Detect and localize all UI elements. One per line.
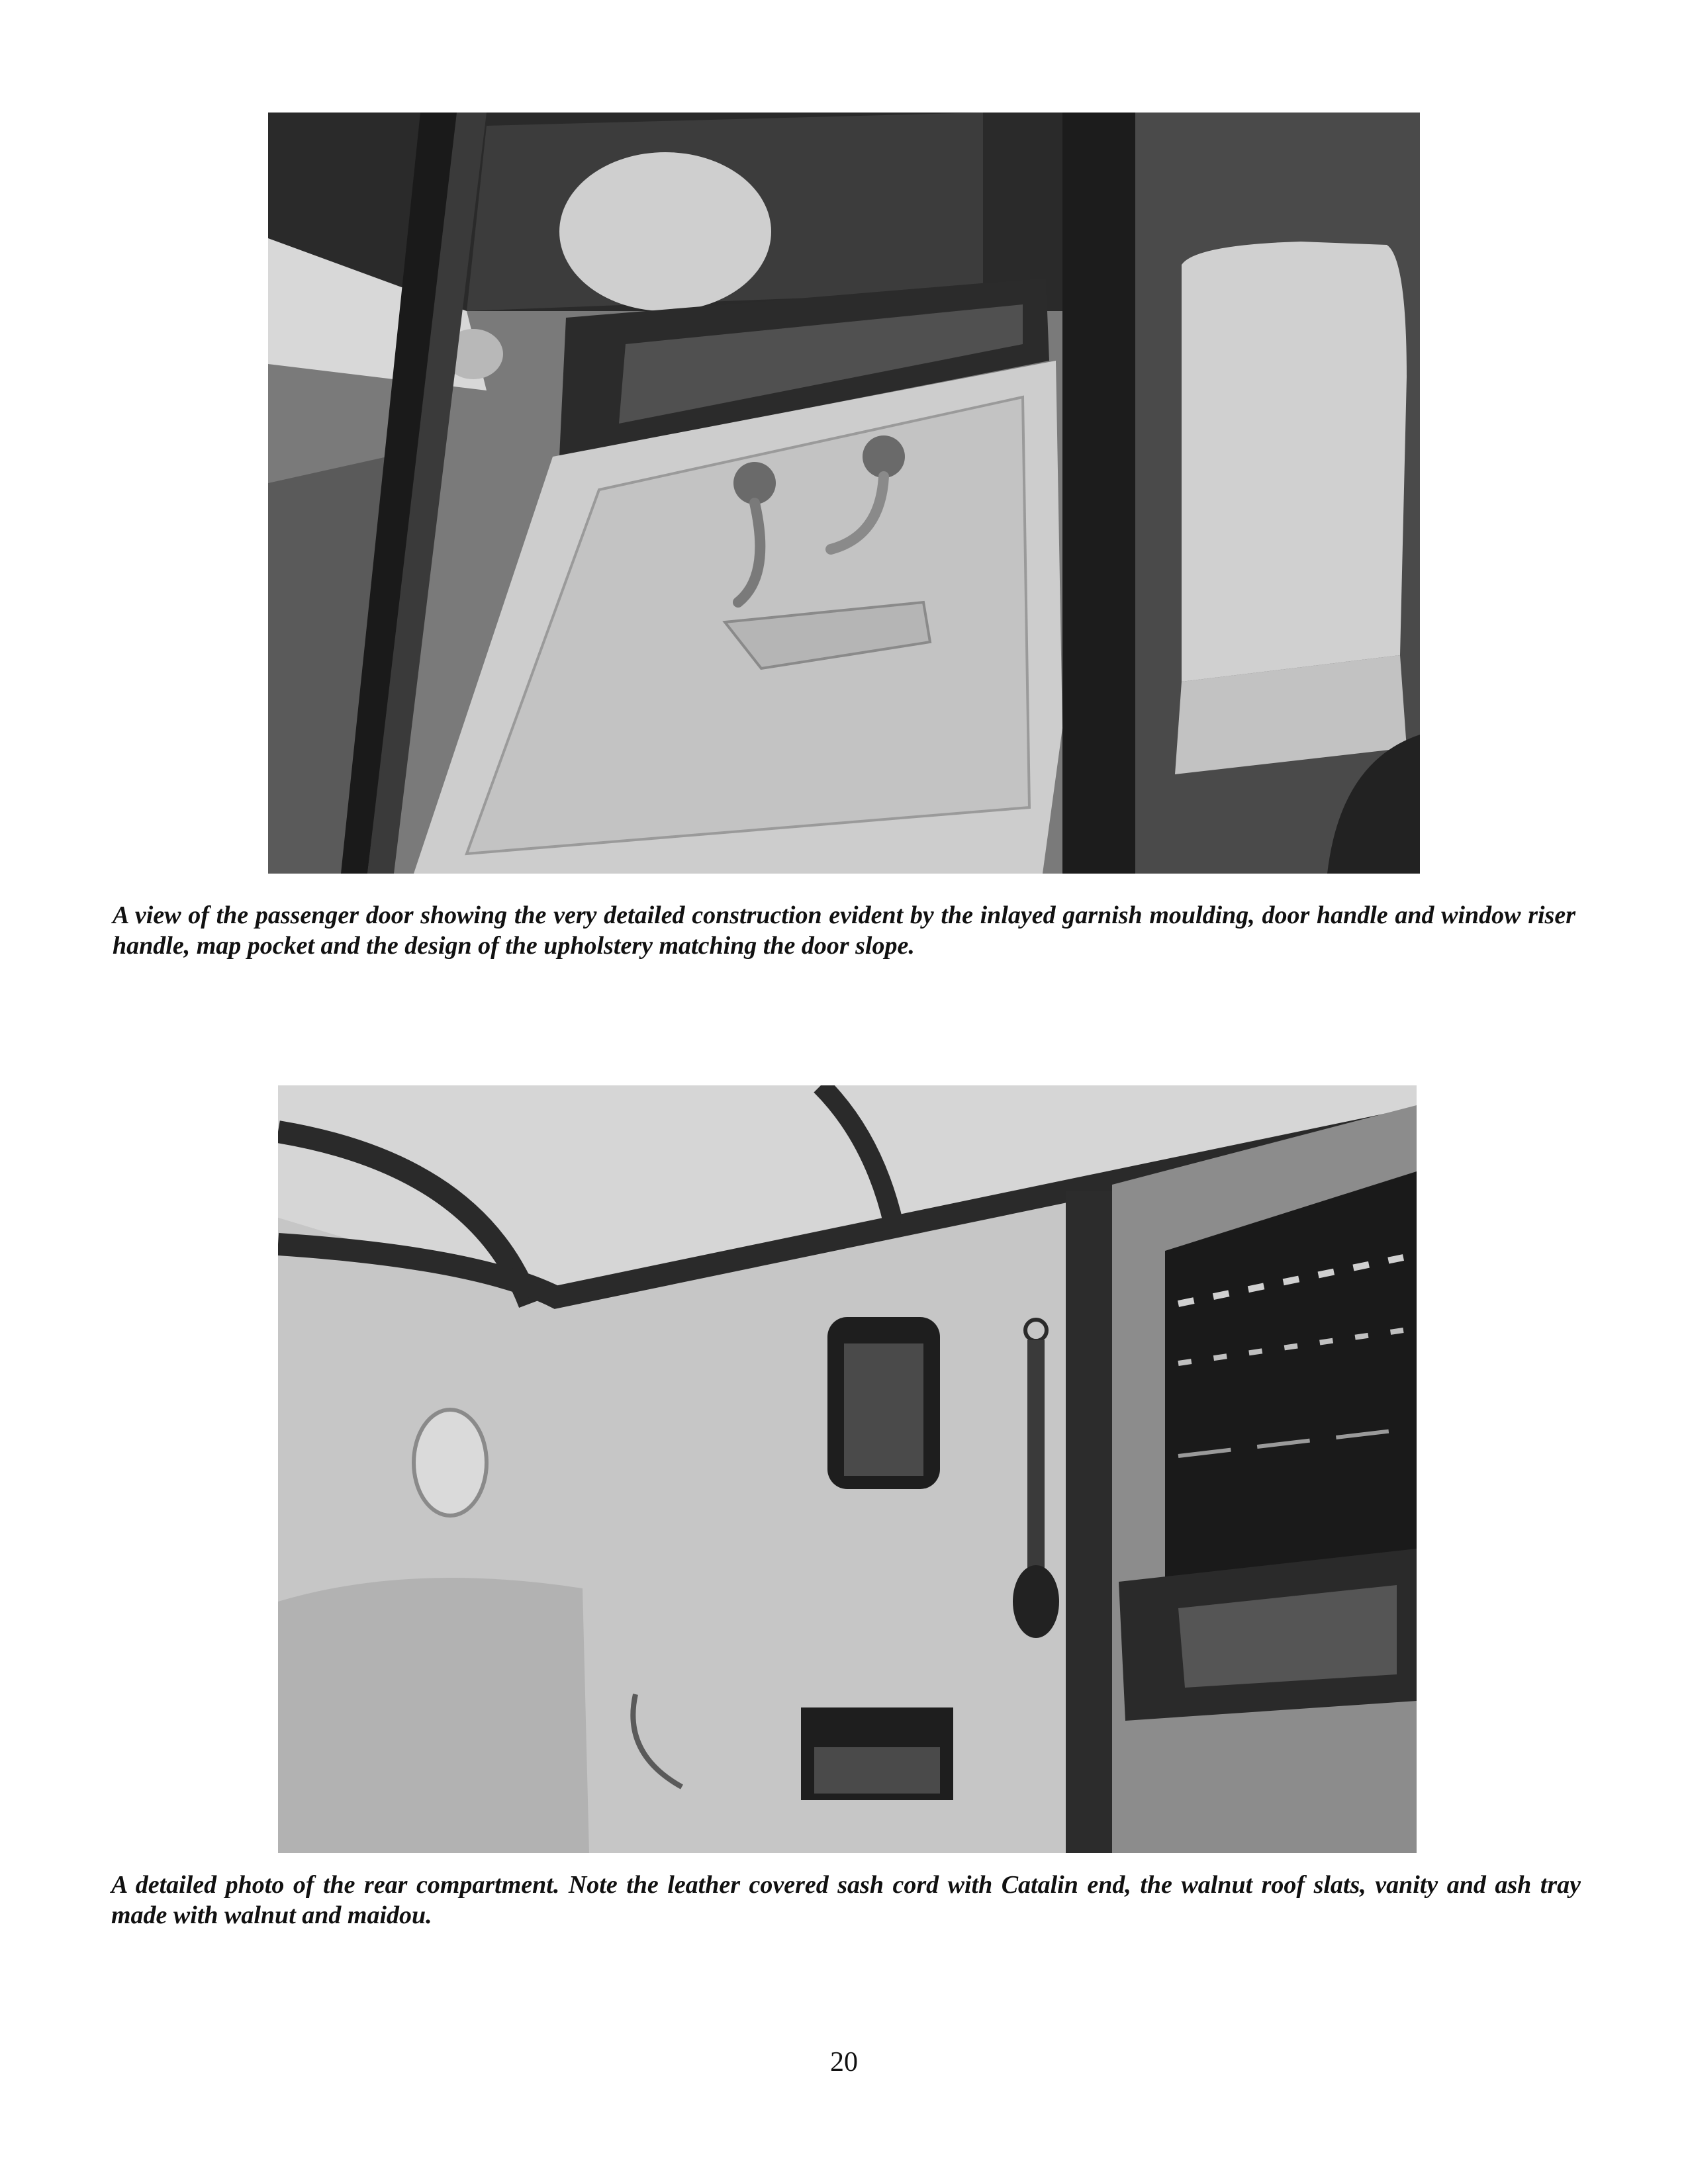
photo-caption: A detailed photo of the rear compartment. Note the leather covered sash cord with Catalin end, the walnut roof slats, vanity and ash tray made with walnut and maidou. bbox=[111, 1871, 1581, 1929]
passenger-door-image bbox=[268, 113, 1420, 874]
rear-compartment-image bbox=[278, 1085, 1417, 1853]
passenger-door-photo bbox=[268, 113, 1420, 874]
rear-compartment-photo bbox=[278, 1085, 1417, 1853]
page-number: 20 bbox=[830, 2047, 858, 2077]
photo-caption: A view of the passenger door showing the very detailed construction evident by the inlayed garnish moulding, door handle and window riser handle, map pocket and the design of the upholstery matching the door slope. bbox=[113, 901, 1575, 960]
